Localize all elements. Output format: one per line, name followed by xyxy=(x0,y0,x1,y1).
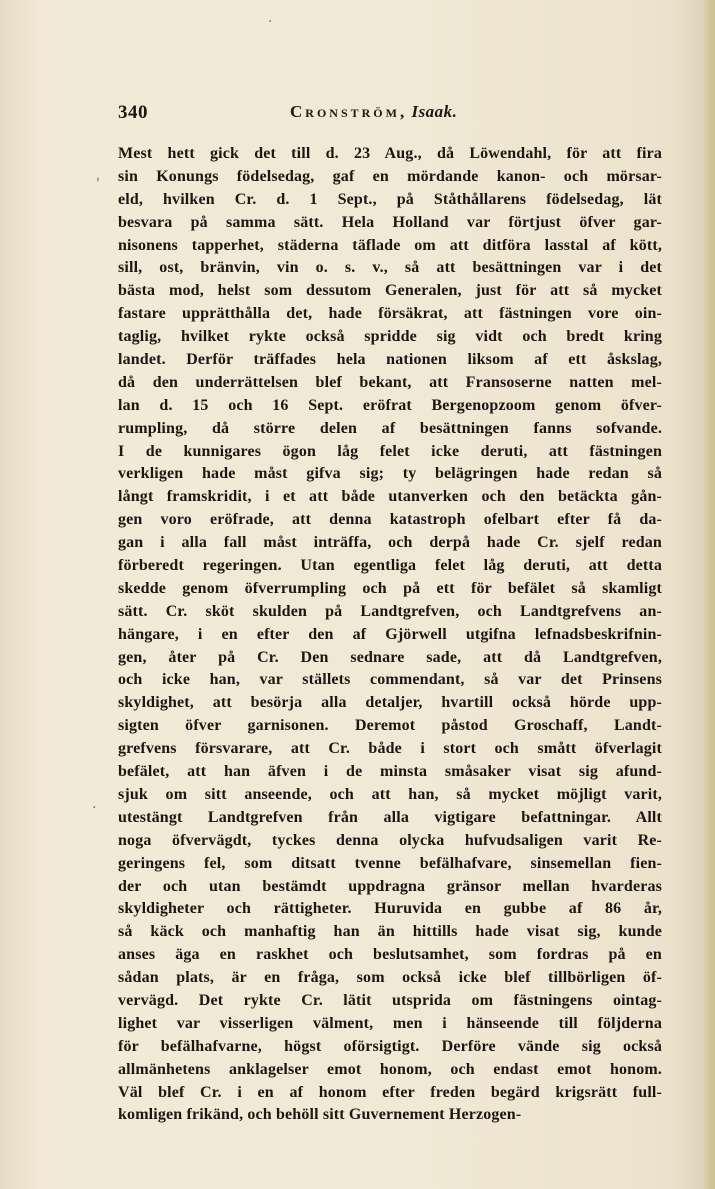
text-line: utestängt Landtgrefven från alla vigtigare befattningar. Allt xyxy=(118,808,662,826)
text-line: landet. Derför träffades hela nationen liksom af ett åskslag, xyxy=(118,351,662,369)
text-line: då den underrättelsen blef bekant, att Fransoserne natten mel- xyxy=(118,373,662,391)
text-line: gen voro eröfrade, att denna katastroph ofelbart efter få da- xyxy=(118,511,662,529)
text-line: anses äga en raskhet och beslutsamhet, som fordras på en xyxy=(118,946,662,964)
author-name: Cronström, xyxy=(290,102,408,121)
text-line: taglig, hvilket rykte också spridde sig vidt och bredt kring xyxy=(118,328,662,346)
text-line: eld, hvilken Cr. d. 1 Sept., på Ståthållarens födelsedag, lät xyxy=(118,190,662,208)
text-line: grefvens försvarare, att Cr. både i stort och smått öfverlagit xyxy=(118,740,662,758)
text-line: befälet, att han äfven i de minsta småsaker visat sig afund- xyxy=(118,763,662,781)
running-title xyxy=(290,102,457,122)
page-number: 340 xyxy=(118,102,148,123)
text-line: förberedt regeringen. Utan egentliga felet låg deruti, att detta xyxy=(118,557,662,575)
text-line: Väl blef Cr. i en af honom efter freden begärd krigsrätt full- xyxy=(118,1083,662,1101)
text-line: sill, ost, bränvin, vin o. s. v., så att besättningen var i det xyxy=(118,259,662,277)
text-line: sigten öfver garnisonen. Deremot påstod Groschaff, Landt- xyxy=(118,717,662,735)
text-line: så käck och manhaftig han än hittills hade visat sig, kunde xyxy=(118,923,662,941)
text-line: komligen frikänd, och behöll sitt Guvernement Herzogen- xyxy=(118,1106,522,1124)
ink-mark: ' xyxy=(96,176,100,192)
text-line: bästa mod, helst som dessutom Generalen, just för att så mycket xyxy=(118,282,662,300)
text-line: nisonens tapperhet, städerna täflade om att ditföra lasstal af kött, xyxy=(118,236,662,254)
text-line: skyldighet, att besörja alla detaljer, hvartill också hörde upp- xyxy=(118,694,662,712)
text-line: gen, åter på Cr. Den sednare sade, att då Landtgrefven, xyxy=(118,648,662,666)
text-line: gan i alla fall måst inträffa, och derpå hade Cr. sjelf redan xyxy=(118,534,662,552)
text-line: noga öfvervägdt, tyckes denna olycka hufvudsaligen varit Re- xyxy=(118,831,662,849)
running-header xyxy=(118,102,662,128)
text-line: sin Konungs födelsedag, gaf en mördande kanon- och mörsar- xyxy=(118,167,662,185)
text-line: långt framskridit, i et att både utanverken och den betäckta gån- xyxy=(118,488,662,506)
body-text xyxy=(118,143,662,1127)
text-line: för befälhafvarne, högst oförsigtigt. Derföre vände sig också xyxy=(118,1037,662,1055)
text-line: lan d. 15 och 16 Sept. eröfrat Bergenopzoom genom öfver- xyxy=(118,396,662,414)
ink-mark: · xyxy=(268,14,273,30)
ink-mark: · xyxy=(92,800,97,816)
text-line: rumpling, då större delen af besättningen fanns sofvande. xyxy=(118,419,662,437)
text-line: Mest hett gick det till d. 23 Aug., då Löwendahl, för att fira xyxy=(118,145,662,162)
text-line: skedde genom öfverrumpling och på ett för befälet så skamligt xyxy=(118,579,662,597)
text-line: fastare upprätthålla det, hade försäkrat, att fästningen vore oin- xyxy=(118,305,662,323)
text-line: hängare, i en efter den af Gjörwell utgifna lefnadsbeskrifnin- xyxy=(118,625,662,643)
given-name: Isaak. xyxy=(411,102,458,121)
text-line: besvara på samma sätt. Hela Holland var förtjust öfver gar- xyxy=(118,213,662,231)
text-line: sätt. Cr. sköt skulden på Landtgrefven, och Landtgrefvens an- xyxy=(118,602,662,620)
text-line: verkligen hade måst gifva sig; ty belägringen hade redan så xyxy=(118,465,662,483)
text-line: och icke han, var ställets commendant, så var det Prinsens xyxy=(118,671,662,689)
text-line: sådan plats, är en fråga, som också icke blef tillbörligen öf- xyxy=(118,969,662,987)
text-line: skyldigheter och rättigheter. Huruvida en gubbe af 86 år, xyxy=(118,900,662,918)
text-line: der och utan bestämdt uppdragna gränsor mellan hvarderas xyxy=(118,877,662,895)
page-edge xyxy=(703,0,715,1189)
text-line: allmänhetens anklagelser emot honom, och endast emot honom. xyxy=(118,1060,662,1078)
text-line: I de kunnigares ögon låg felet icke deruti, att fästningen xyxy=(118,442,662,460)
text-line: lighet var visserligen välment, men i hänseende till följderna xyxy=(118,1014,662,1032)
text-line: geringens fel, som ditsatt tvenne befälhafvare, sinsemellan fien- xyxy=(118,854,662,872)
text-line: vervägd. Det rykte Cr. lätit utsprida om fästningens ointag- xyxy=(118,991,662,1009)
text-line: sjuk om sitt anseende, och att han, så mycket möjligt varit, xyxy=(118,785,662,803)
